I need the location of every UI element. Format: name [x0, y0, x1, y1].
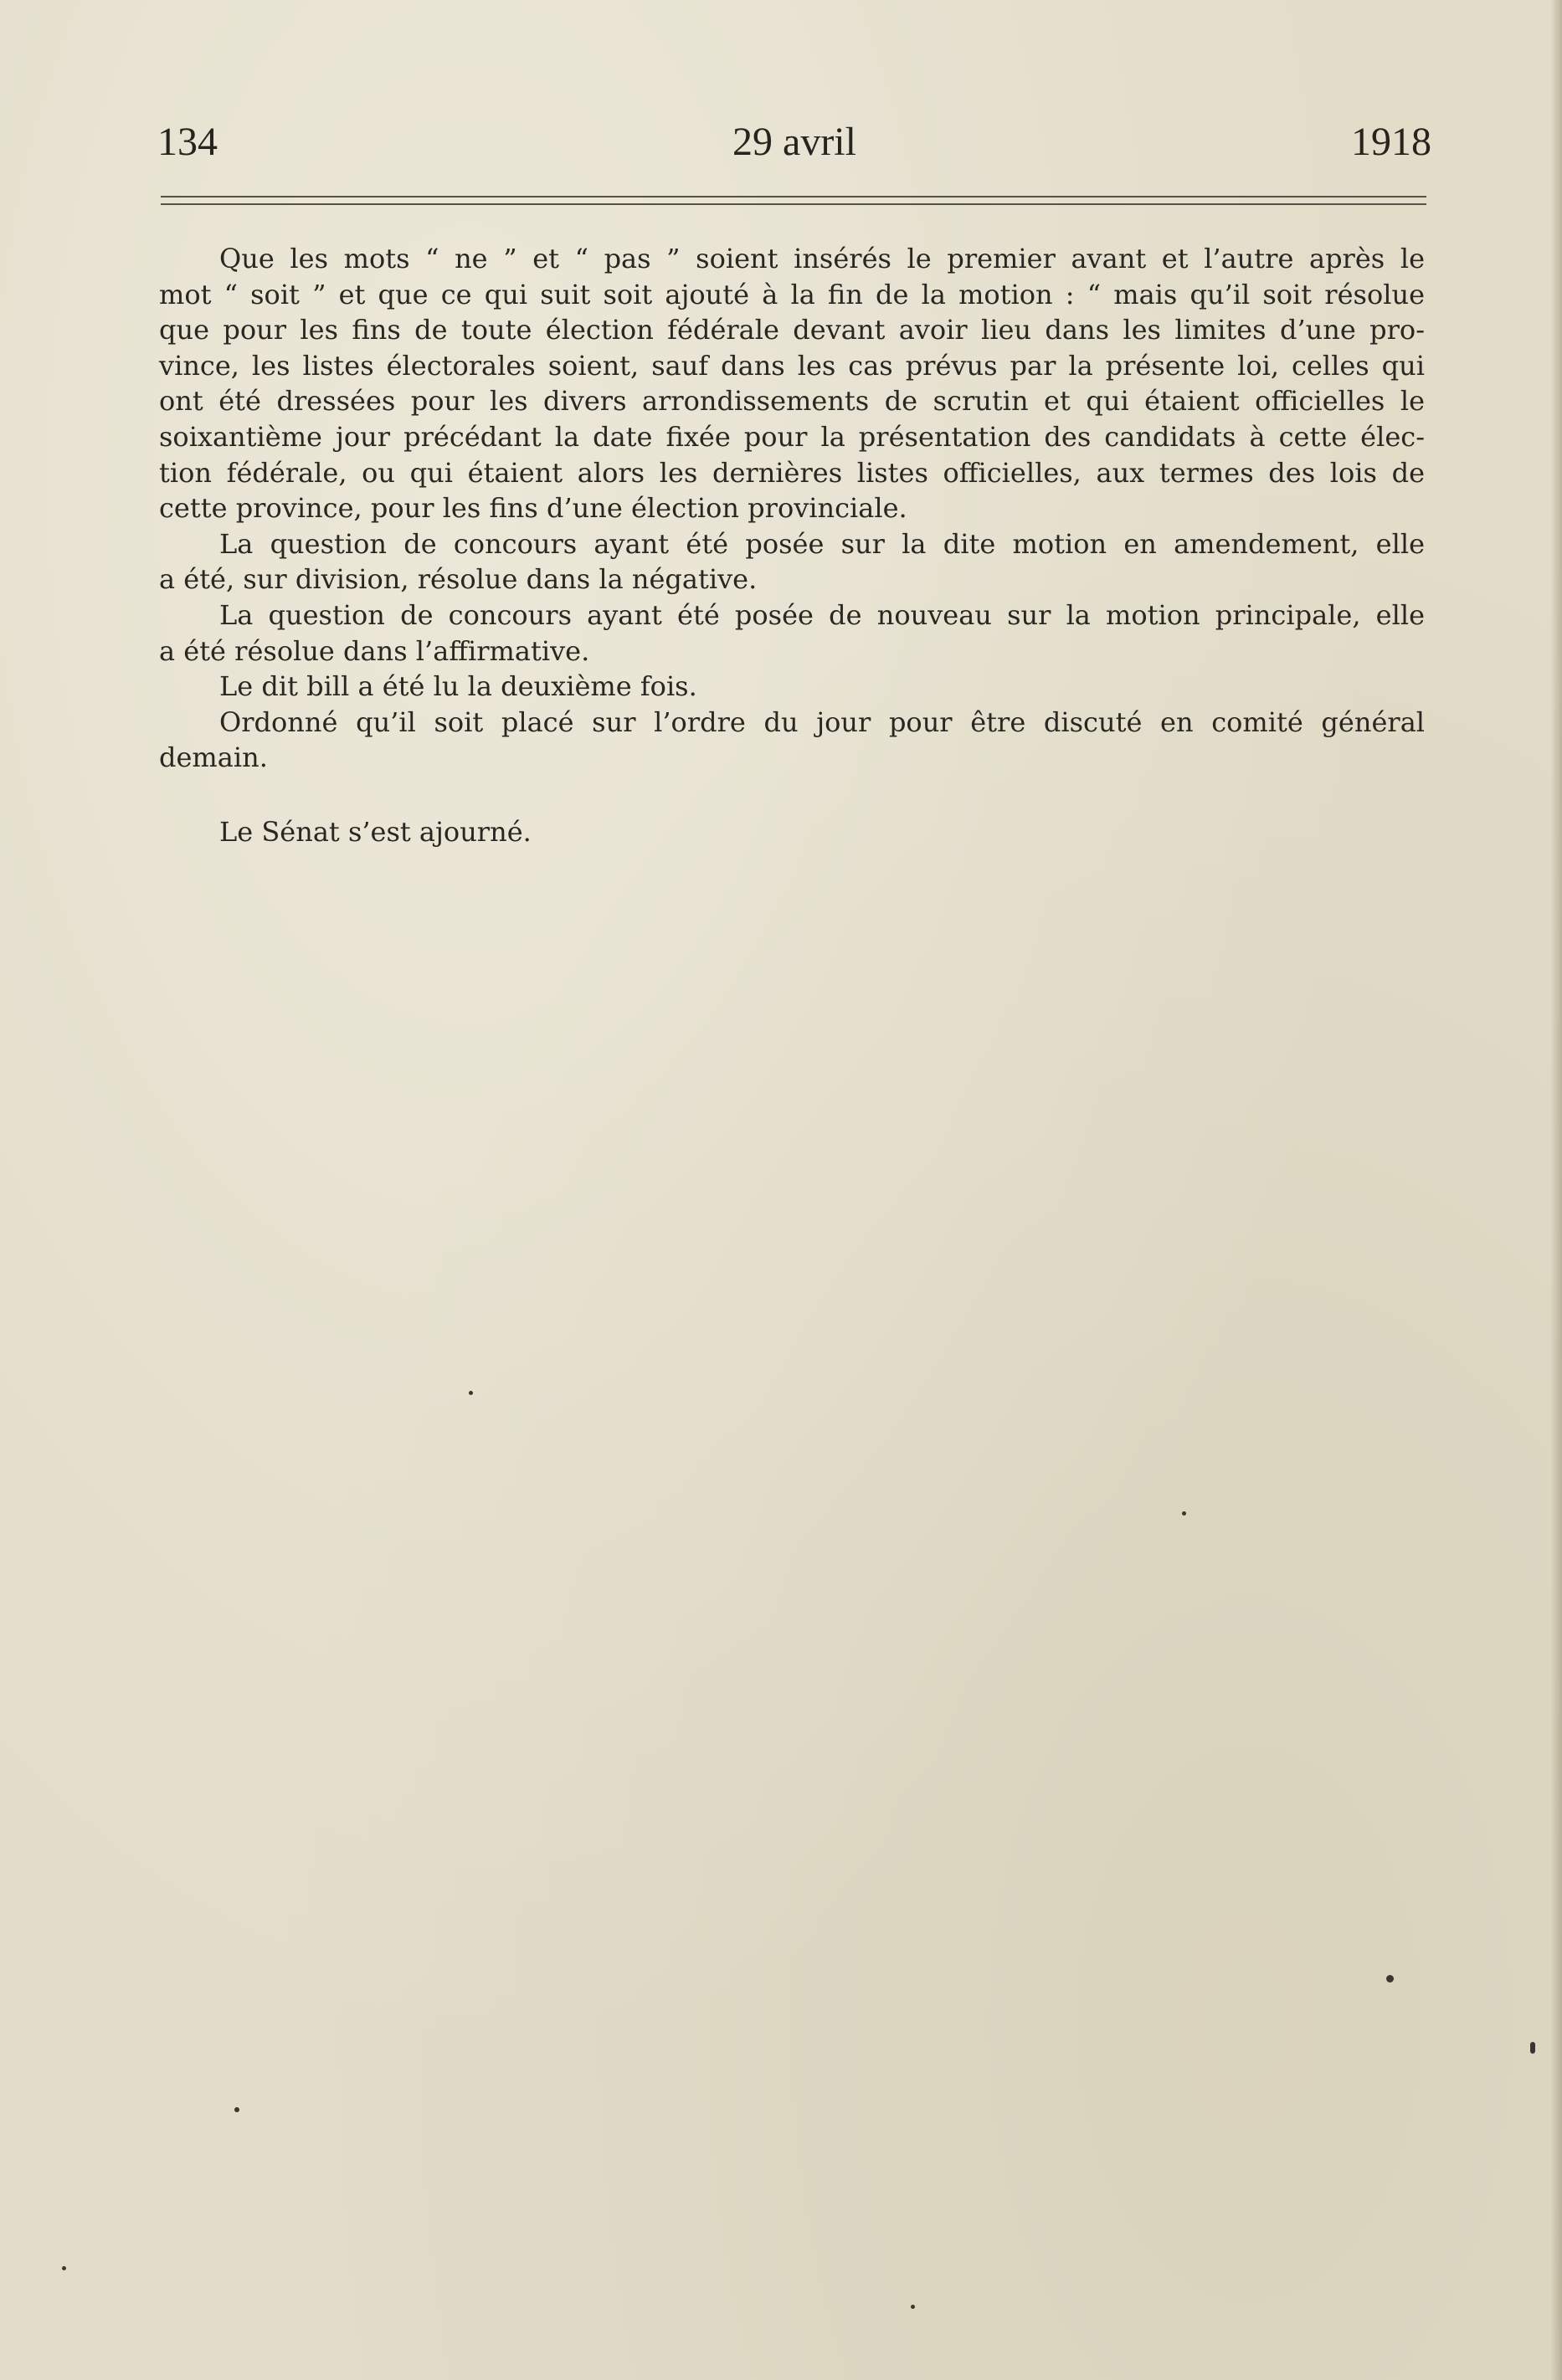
running-head-date: 29 avril — [732, 120, 856, 164]
page-edge-shadow — [1550, 0, 1562, 2380]
paragraph-gap — [159, 776, 1425, 814]
body-line: soixantième jour précédant la date fixée pour la présentation des candidats à cette élec- — [159, 420, 1425, 453]
body-line: demain. — [159, 741, 268, 774]
closing-line: Le Sénat s’est ajourné. — [219, 815, 532, 848]
body-line: tion fédérale, ou qui étaient alors les dernières listes officielles, aux termes des lois de — [159, 456, 1425, 489]
paper-speck — [469, 1391, 473, 1395]
paper-speck — [234, 2107, 239, 2112]
body-line: ont été dressées pour les divers arrondissements de scrutin et qui étaient officielles le — [159, 385, 1425, 418]
body-line: a été résolue dans l’affirmative. — [159, 634, 590, 667]
body-line: Que les mots “ ne ” et “ pas ” soient insérés le premier avant et l’autre après le — [219, 243, 1425, 274]
body-line: Le dit bill a été lu la deuxième fois. — [219, 670, 697, 703]
header-rule-bottom — [161, 203, 1426, 205]
paper-speck — [1530, 2042, 1535, 2054]
body-line: Ordonné qu’il soit placé sur l’ordre du jour pour être discuté en comité général — [219, 705, 1425, 738]
running-head-year: 1918 — [1351, 120, 1431, 164]
body-line: vince, les listes électorales soient, sauf dans les cas prévus par la présente loi, celles qui — [159, 349, 1425, 382]
body-line: a été, sur division, résolue dans la négative. — [159, 563, 758, 596]
paper-speck — [62, 2266, 66, 2270]
body-line: La question de concours ayant été posée de nouveau sur la motion principale, elle — [219, 598, 1425, 631]
paper-speck — [1182, 1511, 1186, 1516]
page-number: 134 — [157, 120, 218, 164]
running-head — [157, 115, 1431, 169]
paper-speck — [911, 2305, 915, 2309]
body-line: cette province, pour les fins d’une élection provinciale. — [159, 492, 907, 525]
header-rule-top — [161, 196, 1426, 197]
body-text — [159, 241, 1425, 850]
paper-speck — [1386, 1975, 1394, 1982]
body-line: mot “ soit ” et que ce qui suit soit ajouté à la fin de la motion : “ mais qu’il soit résolue — [159, 278, 1425, 310]
body-line: que pour les fins de toute élection fédérale devant avoir lieu dans les limites d’une pro- — [159, 314, 1425, 346]
body-line: La question de concours ayant été posée sur la dite motion en amendement, elle — [219, 527, 1425, 560]
